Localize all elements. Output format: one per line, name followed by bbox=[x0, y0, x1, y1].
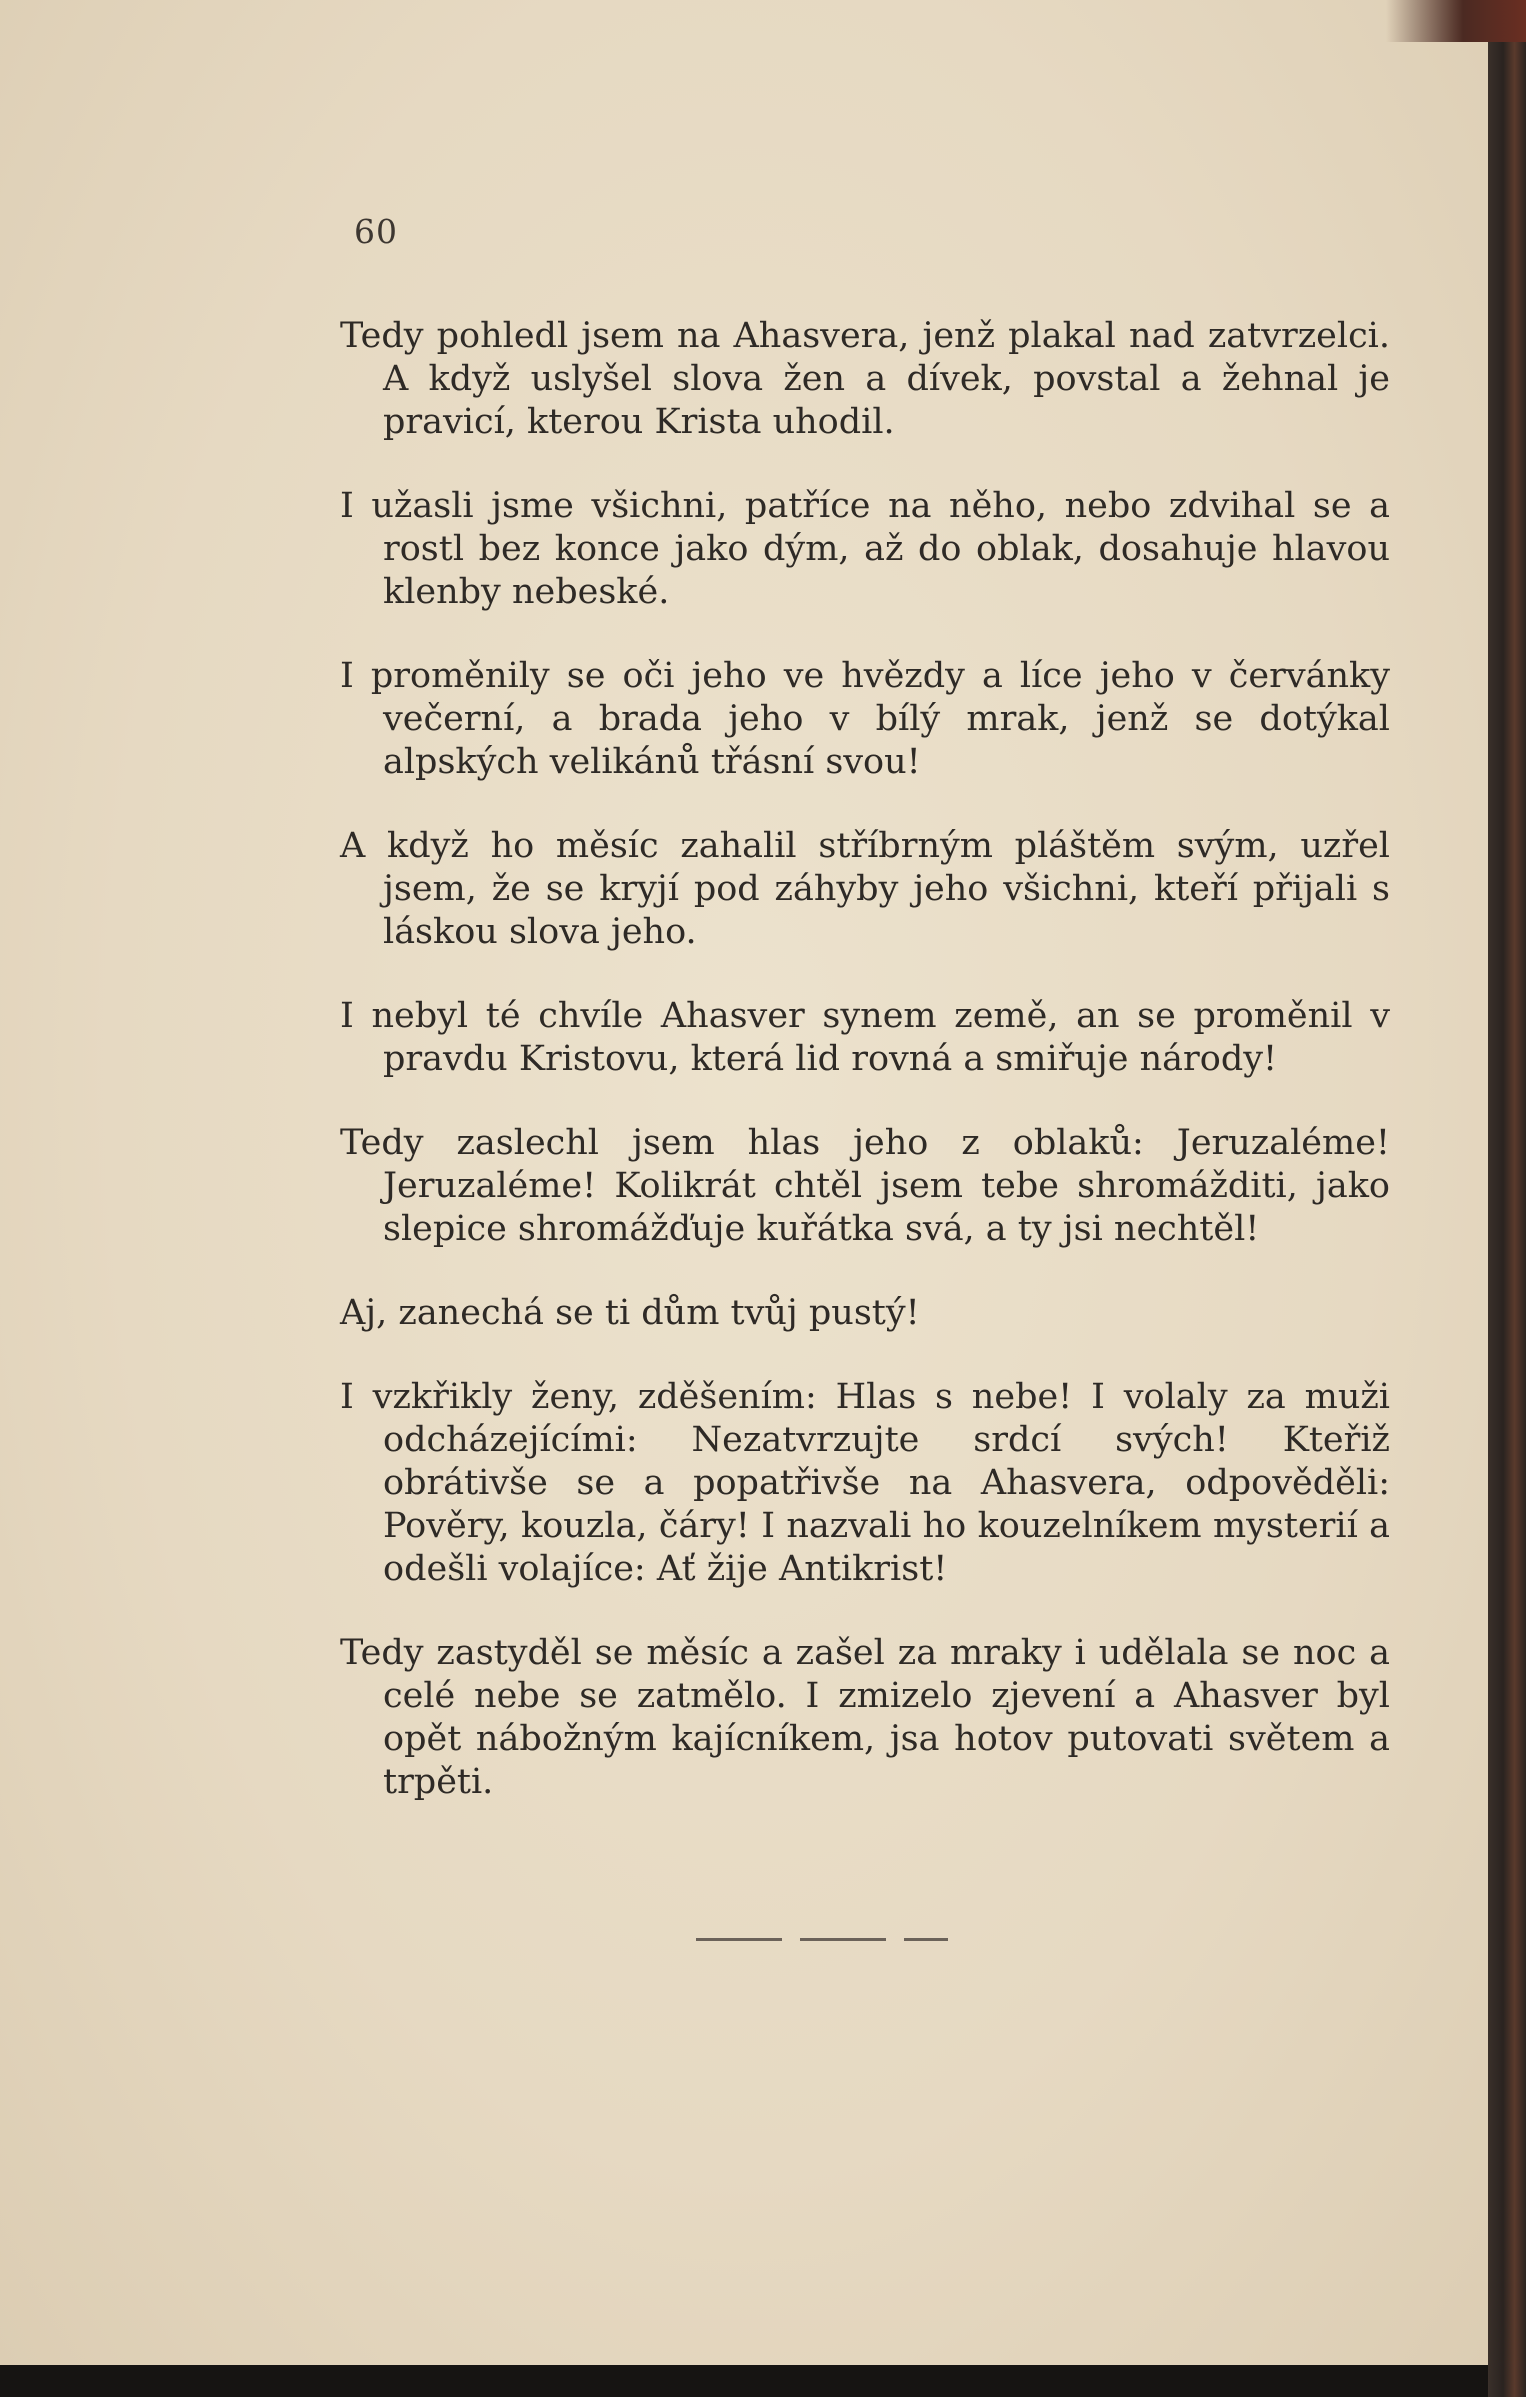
page-number: 60 bbox=[354, 212, 398, 251]
cover-corner bbox=[1386, 0, 1526, 42]
end-of-chapter-rule bbox=[696, 1938, 948, 1941]
paragraph-9: Tedy zastyděl se měsíc a zašel za mraky i udělala se noc a celé nebe se zatmělo. I zmizelo zjevení a Ahasver byl opět nábožným kajícníkem, jsa hotov putovati světem a trpěti. bbox=[340, 1633, 1390, 1802]
paragraph-4: A když ho měsíc zahalil stříbrným pláštěm svým, uzřel jsem, že se kryjí pod záhyby jeho všichni, kteří přijali s láskou slova jeho. bbox=[340, 826, 1390, 952]
paragraph-7: Aj, zanechá se ti dům tvůj pustý! bbox=[340, 1293, 920, 1333]
paragraph-1: Tedy pohledl jsem na Ahasvera, jenž plakal nad zatvrzelci. A když uslyšel slova žen a dívek, povstal a žehnal je pravicí, kterou Krista uhodil. bbox=[340, 316, 1390, 442]
paragraph-8: I vzkřikly ženy, zděšením: Hlas s nebe! I volaly za muži odcházejícími: Nezatvrzujte srdcí svých! Kteřiž obrátivše se a popatřivše na Ahasvera, odpověděli: Pověry, kouzla, čáry! I nazvali ho kouzelníkem mysterií a odešli volajíce: Ať žije Antikrist! bbox=[340, 1377, 1390, 1589]
book-edge-right bbox=[1488, 0, 1526, 2397]
paragraph-5: I nebyl té chvíle Ahasver synem země, an se proměnil v pravdu Kristovu, která lid rovná a smiřuje národy! bbox=[340, 996, 1390, 1079]
paragraph-2: I užasli jsme všichni, patříce na něho, nebo zdvihal se a rostl bez konce jako dým, až do oblak, dosahuje hlavou klenby nebeské. bbox=[340, 486, 1390, 612]
paragraph-3: I proměnily se oči jeho ve hvězdy a líce jeho v červánky večerní, a brada jeho v bílý mrak, jenž se dotýkal alpských velikánů třásní svou! bbox=[340, 656, 1390, 782]
paragraph-6: Tedy zaslechl jsem hlas jeho z oblaků: Jeruzaléme! Jeruzaléme! Kolikrát chtěl jsem tebe shromážditi, jako slepice shromážďuje kuřátka svá, a ty jsi nechtěl! bbox=[340, 1123, 1390, 1249]
page-text bbox=[340, 315, 1390, 1804]
book-edge-bottom bbox=[0, 2365, 1488, 2397]
